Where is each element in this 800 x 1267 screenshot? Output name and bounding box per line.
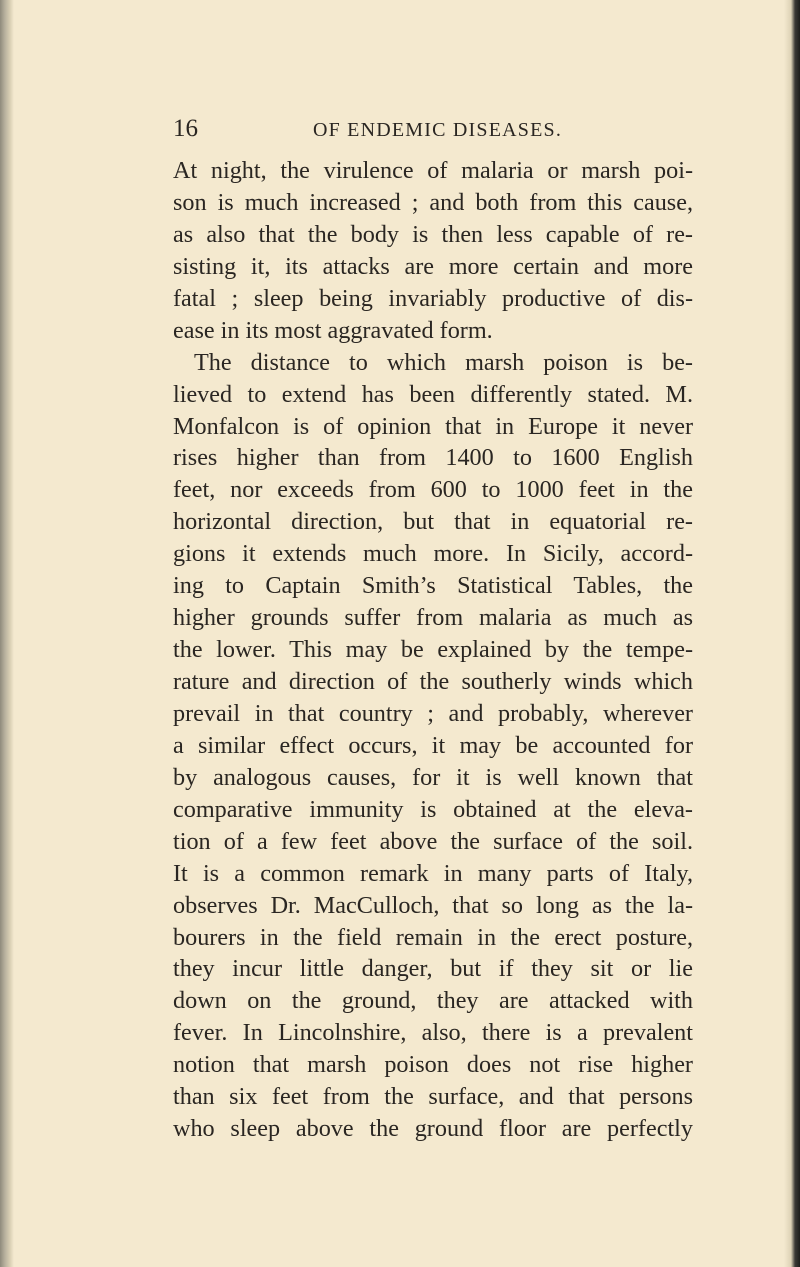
text-line: prevail in that country ; and probably, wherever [173,699,693,727]
text-line: fatal ; sleep being invariably productive of dis- [173,284,693,312]
text-line: At night, the virulence of malaria or marsh poi- [173,157,693,184]
text-line: comparative immunity is obtained at the eleva- [173,795,693,823]
text-line: ease in its most aggravated form. [173,316,493,344]
text-line: sisting it, its attacks are more certain and more [173,252,693,280]
text-line: bourers in the field remain in the erect posture, [173,923,693,951]
text-line: lieved to extend has been differently stated. M. [173,380,693,408]
text-line: Monfalcon is of opinion that in Europe it never [173,412,693,440]
text-line: son is much increased ; and both from this cause, [173,188,693,216]
running-head: OF ENDEMIC DISEASES. [313,119,563,141]
text-line: down on the ground, they are attacked with [173,987,693,1015]
text-line: who sleep above the ground floor are perfectly [173,1115,693,1143]
text-line: rises higher than from 1400 to 1600 English [173,444,693,472]
text-line: feet, nor exceeds from 600 to 1000 feet in the [173,476,693,504]
text-line: the lower. This may be explained by the tempe- [173,636,693,664]
page-edge-shadow [784,0,800,1267]
body-text [173,155,693,1145]
text-line: tion of a few feet above the surface of the soil. [173,827,693,855]
text-line: gions it extends much more. In Sicily, accord- [173,540,693,568]
text-line: a similar effect occurs, it may be accounted for [173,731,693,759]
text-line: It is a common remark in many parts of Italy, [173,859,693,887]
text-line: notion that marsh poison does not rise higher [173,1051,693,1079]
text-line: higher grounds suffer from malaria as much as [173,604,693,632]
text-line: fever. In Lincolnshire, also, there is a prevalent [173,1019,693,1047]
page-gutter-shadow [0,0,14,1267]
page-number: 16 [173,115,198,142]
text-line: horizontal direction, but that in equatorial re- [173,508,693,536]
text-line: they incur little danger, but if they sit or lie [173,955,693,983]
text-line: ing to Captain Smith’s Statistical Tables, the [173,572,693,600]
text-line: observes Dr. MacCulloch, that so long as the la- [173,891,693,919]
page-header [173,112,693,146]
text-line: by analogous causes, for it is well known that [173,763,693,791]
text-line: rature and direction of the southerly winds which [173,668,693,695]
text-line: as also that the body is then less capable of re- [173,220,693,248]
text-line: than six feet from the surface, and that persons [173,1083,693,1111]
text-line: The distance to which marsh poison is be- [194,348,693,376]
